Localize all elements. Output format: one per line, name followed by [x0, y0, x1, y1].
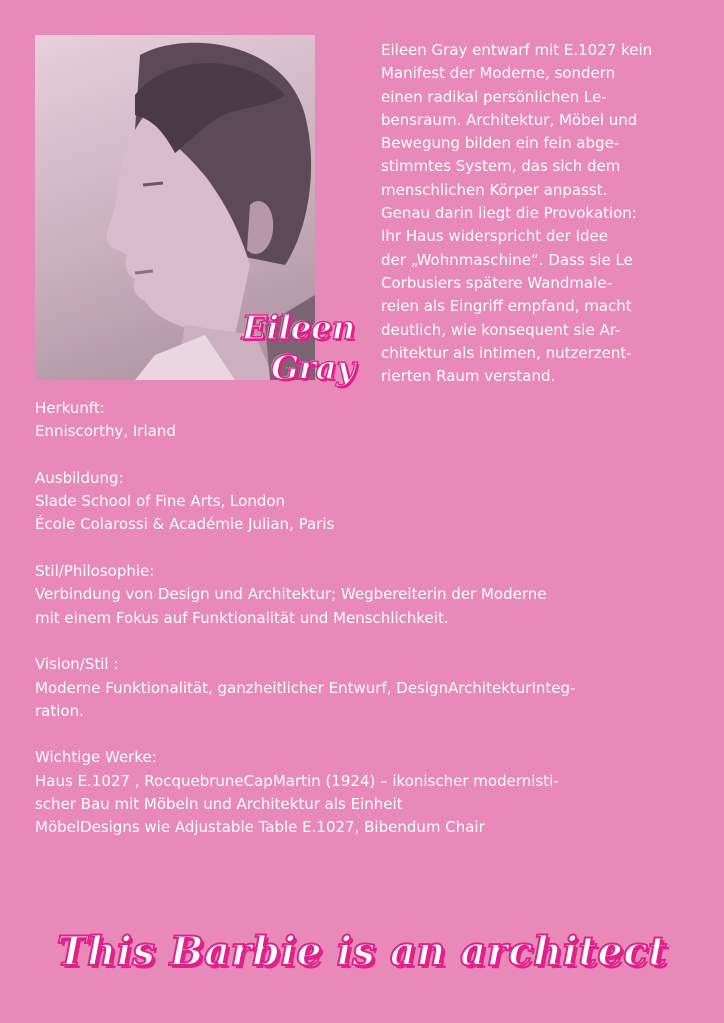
fact-stil: [35, 560, 695, 630]
intro-line: Genau darin liegt die Provokation:: [381, 204, 637, 223]
fact-value: Moderne Funktionalität, ganzheitlicher Entwurf, DesignArchitekturInteg-: [35, 678, 576, 697]
fact-value: Slade School of Fine Arts, London: [35, 492, 286, 511]
intro-line: Bewegung bilden ein fein abge-: [381, 134, 620, 153]
facts-list: [35, 397, 695, 863]
fact-value: Enniscorthy, Irland: [35, 422, 176, 441]
fact-label: Ausbildung:: [35, 468, 124, 487]
fact-vision: [35, 653, 695, 723]
fact-herkunft: [35, 397, 695, 444]
intro-line: Ihr Haus widerspricht der Idee: [381, 227, 608, 246]
fact-value: MöbelDesigns wie Adjustable Table E.1027, Bibendum Chair: [35, 818, 485, 837]
intro-line: bensraum. Architektur, Möbel und: [381, 110, 638, 129]
intro-line: reien als Eingriff empfand, macht: [381, 297, 632, 316]
intro-line: Manifest der Moderne, sondern: [381, 64, 616, 83]
tagline: This Barbie is an architect: [56, 928, 668, 975]
fact-werke: [35, 746, 695, 839]
intro-line: stimmtes System, das sich dem: [381, 157, 621, 176]
intro-line: deutlich, wie konsequent sie Ar-: [381, 320, 621, 339]
name-line1: Eileen: [241, 308, 355, 347]
intro-line: menschlichen Körper anpasst.: [381, 180, 608, 199]
fact-value: scher Bau mit Möbeln und Architektur als Einheit: [35, 795, 403, 814]
fact-value: mit einem Fokus auf Funktionalität und Menschlichkeit.: [35, 608, 449, 627]
fact-label: Wichtige Werke:: [35, 748, 157, 767]
intro-line: rierten Raum verstand.: [381, 367, 556, 386]
intro-line: der „Wohnmaschine“. Dass sie Le: [381, 250, 633, 269]
intro-paragraph: [381, 39, 701, 388]
fact-value: Verbindung von Design und Architektur; Wegbereiterin der Moderne: [35, 585, 547, 604]
intro-line: einen radikal persönlichen Le-: [381, 87, 607, 106]
fact-value: Haus E.1027 , RocquebruneCapMartin (1924) – ikonischer modernisti-: [35, 771, 559, 790]
fact-value: ration.: [35, 701, 84, 720]
intro-line: Eileen Gray entwarf mit E.1027 kein: [381, 41, 653, 59]
fact-ausbildung: [35, 467, 695, 537]
name-line2: Gray: [270, 348, 355, 387]
intro-line: Corbusiers spätere Wandmale-: [381, 273, 612, 292]
fact-label: Herkunft:: [35, 399, 105, 417]
fact-label: Stil/Philosophie:: [35, 562, 155, 581]
fact-value: École Colarossi & Académie Julian, Paris: [35, 515, 335, 534]
fact-label: Vision/Stil :: [35, 655, 119, 674]
name-title: [242, 308, 355, 388]
intro-line: chitektur als intimen, nutzerzent-: [381, 343, 632, 362]
